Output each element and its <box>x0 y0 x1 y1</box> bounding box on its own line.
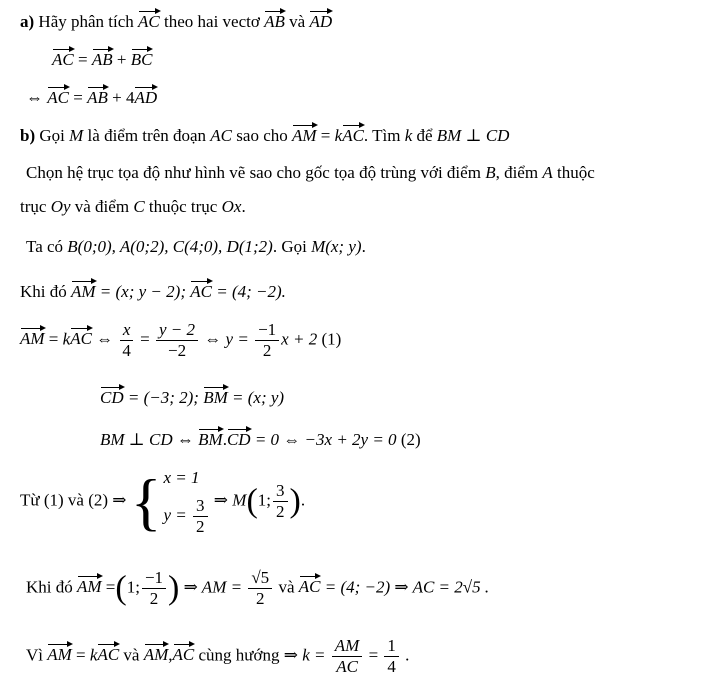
equation-1-line: AM = kAC ⇔ $\frac{x}{4}$ = $\frac{y - 2}{-2}$ ⇔ y = $\frac{-1}{2}$ x + 2 (1) <box>20 320 342 360</box>
coords-line: Ta có B(0;0), A(0;2), C(4;0), D(1;2). Gọi M(x; y). <box>26 237 366 256</box>
part-b-line: b) Gọi M là điểm trên đoạn AC sao cho AM = kAC. Tìm k để BM ⊥ CD <box>20 122 509 147</box>
fraction-x-4: $\frac{x}{4}$ <box>119 320 134 361</box>
vector-ac: AC <box>138 8 160 30</box>
setup-line-1: Chọn hệ trục tọa độ như hình vẽ sao cho gốc tọa độ trùng với điểm B, điểm A thuộc <box>26 163 595 182</box>
fraction-minus-half: $\frac{-1}{2}$ <box>255 320 279 361</box>
perp-line: BM ⊥ CD ⇔ BM.CD = 0 ⇔ −3x + 2y = 0 (2) <box>100 426 421 451</box>
cd-bm-line: CD = (−3; 2); BM = (x; y) <box>100 384 284 409</box>
setup-line-2: trục Oy và điểm C thuộc trục Ox. <box>20 197 246 216</box>
final-line: Vì AM = kAC và AM,AC cùng hướng ⇒ k = $\frac{AM}{AC}$ = $\frac{1}{4}$ . <box>26 636 410 676</box>
khi-do-2-line: Khi đó AM =(1; $\frac{-1}{2}$ ) ⇒ AM = $\frac{√5}{2}$ và AC = (4; −2) ⇒ AC = 2√5 . <box>26 568 490 608</box>
vector-ad: AD <box>309 8 332 30</box>
system-line: Từ (1) và (2) ⇒ { x = 1 y = $\frac{3}{2}$ ⇒ M(1; $\frac{3}{2}$ ). <box>20 465 306 537</box>
equation-ac-ab-ad: ⇔ AC = AB + 4AD <box>26 84 157 109</box>
vector-ab: AB <box>264 8 285 30</box>
khi-do-line: Khi đó AM = (x; y − 2); AC = (4; −2). <box>20 278 286 303</box>
fraction-y2: $\frac{y - 2}{-2}$ <box>156 320 198 361</box>
equation-system: { x = 1 y = $\frac{3}{2}$ <box>131 466 210 537</box>
part-a-line: a) Hãy phân tích AC theo hai vectơ AB và AD <box>20 8 332 33</box>
equation-ac-ab-bc: AC = AB + BC <box>52 46 152 71</box>
